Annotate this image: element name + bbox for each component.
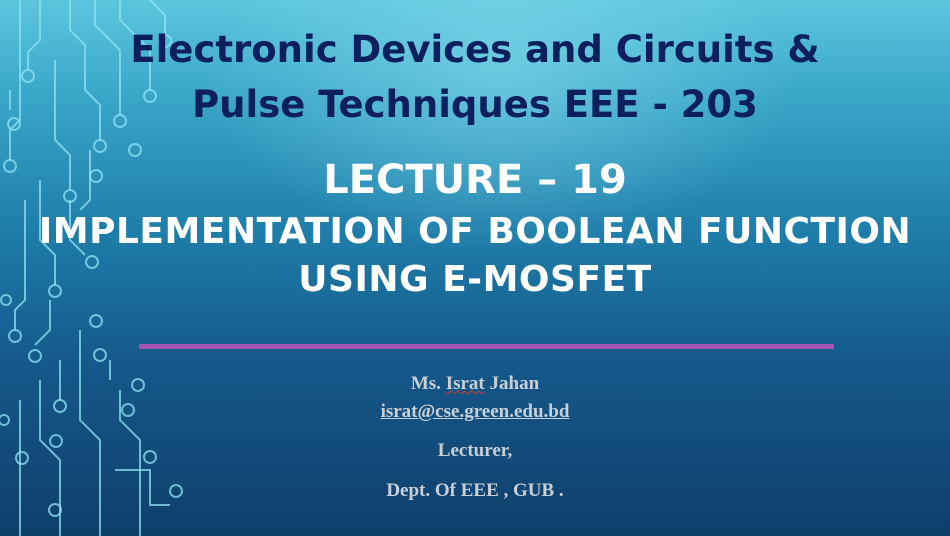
presenter-email-link[interactable]: israt@cse.green.edu.bd: [380, 401, 570, 422]
lecture-topic-line-2: USING E-MOSFET: [298, 259, 652, 300]
presenter-prefix: Ms.: [410, 373, 446, 394]
presenter-first-name: Israt: [445, 373, 485, 394]
presenter-department: Dept. Of EEE , GUB .: [386, 480, 564, 501]
lecture-topic-line-1: IMPLEMENTATION OF BOOLEAN FUNCTION: [38, 211, 912, 252]
course-title-line-2: Pulse Techniques EEE - 203: [192, 83, 758, 126]
divider-line: [139, 344, 834, 349]
presenter-last-name: Jahan: [484, 373, 540, 394]
course-title-line-1: Electronic Devices and Circuits &: [130, 28, 820, 71]
lecture-number: LECTURE – 19: [323, 157, 627, 203]
presenter-name: [300, 374, 650, 393]
presenter-role: Lecturer,: [437, 440, 513, 461]
